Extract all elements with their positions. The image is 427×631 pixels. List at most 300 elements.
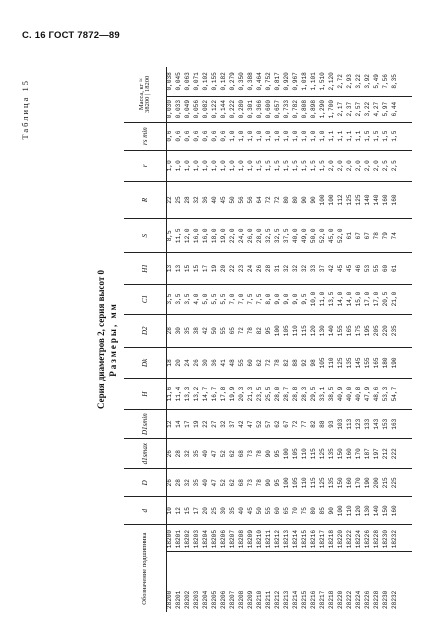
table-cell: 26: [193, 359, 200, 367]
table-cell: 50: [211, 327, 218, 335]
table-cell: 1,0: [256, 130, 263, 142]
table-cell: 18207: [229, 530, 236, 549]
table-cell: 13,5: [328, 291, 335, 307]
table-cell: 4,27: [373, 101, 380, 117]
table-cell: 52,0: [319, 228, 326, 244]
table-cell: 28228: [373, 590, 380, 609]
table-cell: 1,0: [247, 160, 254, 172]
table-cell: 20: [220, 264, 227, 273]
table-cell: 62: [256, 359, 263, 367]
table-cell: 0,222: [229, 100, 236, 119]
table-cell: 0,6: [166, 130, 173, 142]
table-cell: 160: [391, 505, 398, 517]
table-cell: 72: [265, 359, 272, 367]
table-cell: 50,0: [310, 228, 317, 244]
table-cell: 0,350: [238, 72, 245, 91]
table-cell: 0,033: [175, 100, 182, 119]
table-cell: 225: [391, 477, 398, 489]
table-cell: 93: [328, 420, 335, 428]
table-cell: 28,0: [274, 386, 281, 402]
table-cell: 50: [256, 507, 263, 515]
table-cell: 123: [355, 418, 362, 430]
table-cell: 10: [166, 507, 173, 515]
table-cell: 0,366: [256, 100, 263, 119]
table-cell: 90: [265, 450, 272, 458]
table-cell: 18205: [211, 530, 218, 549]
table-cell: 56: [238, 196, 245, 204]
table-cell: 19,0: [220, 228, 227, 244]
table-cell: 160: [346, 448, 353, 460]
table-cell: 0,056: [193, 100, 200, 119]
table-cell: 32,5: [265, 228, 272, 244]
table-cell: 18220: [337, 530, 344, 549]
table-cell: 57: [265, 420, 272, 428]
table-cell: 80: [310, 507, 317, 515]
table-cell: 11,6: [166, 386, 173, 402]
table-cell: 32: [184, 479, 191, 487]
table-cell: 120: [310, 325, 317, 337]
table-cell: 0,733: [283, 100, 290, 119]
table-cell: 2,37: [346, 101, 353, 117]
col-D: D: [124, 469, 167, 497]
table-cell: 17: [202, 264, 209, 273]
table-cell: 105: [319, 357, 326, 369]
table-cell: 0,038: [166, 72, 173, 91]
table-cell: 11,4: [175, 386, 182, 402]
table-cell: 17: [193, 507, 200, 515]
table-cell: 0,782: [292, 100, 299, 119]
table-cell: 9,0: [292, 293, 299, 305]
table-cell: 0,464: [256, 72, 263, 91]
table-cell: 155: [364, 357, 371, 369]
table-cell: 1,0: [310, 130, 317, 142]
col-D2: D2: [124, 314, 167, 347]
table-cell: 0,967: [292, 72, 299, 91]
table-cell: 215: [382, 477, 389, 489]
table-cell: 15: [193, 264, 200, 273]
table-cell: 28217: [319, 590, 326, 609]
table-cell: 1,0: [166, 160, 173, 172]
table-cell: 20: [202, 507, 209, 515]
table-cell: 28: [265, 264, 272, 273]
table-cell: 222: [391, 448, 398, 460]
table-cell: 5,97: [382, 101, 389, 117]
table-cell: 1,0: [220, 160, 227, 172]
table-cell: 0,6: [193, 130, 200, 142]
table-cell: 88: [292, 359, 299, 367]
table-number: Таблица 15: [20, 79, 30, 140]
table-cell: 0,388: [247, 72, 254, 91]
table-cell: 72: [292, 420, 299, 428]
table-cell: 90: [265, 479, 272, 487]
col-d1smax: d1smax: [124, 439, 167, 469]
table-cell: 1,5: [301, 160, 308, 172]
col-mass: Масса, кг ≈ 38200 | 18200: [124, 67, 167, 122]
table-cell: 16,0: [193, 228, 200, 244]
table-cell: 32: [301, 264, 308, 273]
table-cell: 1,5: [382, 130, 389, 142]
table-column-16: [167, 67, 413, 96]
table-cell: 205: [373, 325, 380, 337]
table-cell: 62: [229, 479, 236, 487]
table-cell: 1,700: [328, 100, 335, 119]
table-cell: 9,0: [274, 293, 281, 305]
table-cell: 28208: [238, 590, 245, 609]
table-cell: 18222: [346, 530, 353, 549]
table-cell: 42: [202, 327, 209, 335]
table-cell: 180: [382, 357, 389, 369]
table-cell: 55: [373, 264, 380, 273]
table-cell: 100: [319, 194, 326, 206]
table-cell: 28211: [265, 590, 272, 609]
table-cell: 79: [382, 232, 389, 240]
table-cell: 28,8: [292, 386, 299, 402]
table-cell: 67: [355, 232, 362, 240]
table-cell: 0,920: [283, 72, 290, 91]
table-cell: 37,5: [283, 228, 290, 244]
table-cell: 45: [247, 507, 254, 515]
table-cell: 1,290: [319, 100, 326, 119]
table-cell: 0,6: [202, 130, 209, 142]
table-cell: 52: [220, 450, 227, 458]
table-cell: 28210: [256, 590, 263, 609]
table-cell: 120: [355, 505, 362, 517]
table-cell: 48,6: [373, 386, 380, 402]
table-cell: 45: [337, 264, 344, 273]
table-cell: 68: [238, 450, 245, 458]
table-cell: 0,6: [211, 130, 218, 142]
table-cell: 21,0: [391, 291, 398, 307]
table-cell: 1,0: [283, 130, 290, 142]
table-cell: 28206: [220, 590, 227, 609]
table-cell: 26,0: [247, 228, 254, 244]
table-cell: 78: [256, 450, 263, 458]
table-cell: 8,0: [265, 293, 272, 305]
table-cell: 32: [283, 264, 290, 273]
table-cell: 18213: [283, 530, 290, 549]
table-cell: 1,0: [193, 160, 200, 172]
table-cell: 17,0: [364, 291, 371, 307]
table-cell: 105: [292, 448, 299, 460]
table-cell: 110: [292, 325, 299, 337]
table-cell: 55: [220, 327, 227, 335]
table-cell: 35: [229, 507, 236, 515]
table-cell: 115: [310, 448, 317, 460]
table-cell: 28,3: [301, 386, 308, 402]
table-cell: 1,018: [301, 72, 308, 91]
col-Dk: Dk: [124, 347, 167, 378]
table-cell: 18202: [184, 530, 191, 549]
table-cell: 61: [391, 264, 398, 273]
table-cell: 18209: [247, 530, 254, 549]
table-cell: 1,101: [310, 72, 317, 91]
col-d: d: [124, 497, 167, 525]
table-cell: 150: [337, 448, 344, 460]
mass-sub-a: 38200: [144, 96, 151, 113]
table-column-13: [167, 150, 413, 181]
table-cell: 2,5: [382, 160, 389, 172]
table-cell: 73: [247, 479, 254, 487]
table-cell: 0,752: [265, 72, 272, 91]
table-cell: 110: [301, 448, 308, 460]
table-cell: 160: [382, 194, 389, 206]
table-cell: 5,49: [373, 74, 380, 89]
table-cell: 0,063: [184, 72, 191, 91]
table-cell: 1,0: [175, 160, 182, 172]
table-cell: 90: [301, 196, 308, 204]
table-cell: 18218: [328, 530, 335, 549]
table-cell: 1,0: [229, 160, 236, 172]
table-cell: 18214: [292, 530, 299, 549]
table-cell: 28213: [283, 590, 290, 609]
table-column-4: [167, 439, 413, 469]
table-cell: 37: [319, 264, 326, 273]
table-cell: 17,0: [373, 291, 380, 307]
table-cell: 31: [274, 264, 281, 273]
table-cell: 67: [364, 232, 371, 240]
table-column-7: [167, 347, 413, 378]
table-cell: 92: [301, 359, 308, 367]
table-cell: 21,3: [247, 386, 254, 402]
table-cell: 105: [292, 477, 299, 489]
table-cell: 150: [337, 477, 344, 489]
table-cell: 3,22: [355, 74, 362, 89]
table-cell: 22: [166, 196, 173, 204]
table-cell: 2,0: [364, 160, 371, 172]
table-cell: 65: [229, 327, 236, 335]
table-cell: 12,0: [184, 228, 191, 244]
table-cell: 47: [211, 450, 218, 458]
table-cell: 0,155: [211, 72, 218, 91]
table-cell: 0,122: [211, 100, 218, 119]
table-cell: 10,0: [310, 291, 317, 307]
table-column-2: [167, 497, 413, 525]
table-cell: 14: [175, 420, 182, 428]
table-cell: 28200: [166, 590, 173, 609]
table-cell: 18206: [220, 530, 227, 549]
table-cell: 80: [283, 196, 290, 204]
table-cell: 25,5: [265, 386, 272, 402]
table-cell: 60: [274, 507, 281, 515]
table-cell: 32,5: [274, 228, 281, 244]
table-cell: 0,6: [184, 130, 191, 142]
table-cell: 28230: [382, 590, 389, 609]
table-cell: 2,0: [373, 160, 380, 172]
dimensions-table: [124, 67, 412, 612]
table-cell: 15: [184, 507, 191, 515]
col-r: r: [124, 150, 167, 181]
table-column-14: [167, 122, 413, 150]
table-cell: 0,898: [310, 100, 317, 119]
table-cell: 0,657: [274, 100, 281, 119]
table-cell: 0,279: [229, 72, 236, 91]
table-cell: 165: [373, 357, 380, 369]
table-cell: 28214: [292, 590, 299, 609]
table-cell: 2,0: [337, 160, 344, 172]
table-cell: 13: [166, 264, 173, 273]
table-column-8: [167, 314, 413, 347]
table-column-9: [167, 284, 413, 314]
table-column-10: [167, 253, 413, 284]
table-column-11: [167, 219, 413, 253]
table-cell: 72: [274, 196, 281, 204]
table-cell: 98: [310, 359, 317, 367]
table-cell: 18216: [310, 530, 317, 549]
table-cell: 41: [220, 359, 227, 367]
table-cell: 18210: [256, 530, 263, 549]
table-cell: 1,5: [373, 130, 380, 142]
table-cell: 1,5: [391, 130, 398, 142]
table-cell: 78: [373, 232, 380, 240]
table-cell: 140: [373, 194, 380, 206]
col-rsmin: rs min: [124, 122, 167, 150]
table-cell: 28205: [211, 590, 218, 609]
table-cell: 190: [391, 357, 398, 369]
table-cell: 5,5: [220, 293, 227, 305]
table-cell: 110: [346, 505, 353, 517]
table-subtitle: Размеры, мм: [108, 302, 118, 377]
table-cell: 0,082: [202, 100, 209, 119]
table-cell: 15,0: [355, 291, 362, 307]
table-cell: 28: [175, 479, 182, 487]
table-cell: 113: [346, 418, 353, 430]
table-cell: 62: [229, 450, 236, 458]
table-cell: 163: [391, 418, 398, 430]
table-cell: 1,5: [256, 160, 263, 172]
table-cell: 28232: [391, 590, 398, 609]
table-cell: 3,5: [166, 293, 173, 305]
table-cell: 78: [247, 327, 254, 335]
table-cell: 32: [220, 420, 227, 428]
table-cell: 68: [238, 479, 245, 487]
table-cell: 0,301: [247, 100, 254, 119]
table-cell: 7,56: [382, 74, 389, 89]
table-cell: 28222: [346, 590, 353, 609]
table-cell: 32: [292, 264, 299, 273]
table-cell: 2,0: [346, 160, 353, 172]
table-cell: 125: [355, 194, 362, 206]
table-cell: 103: [337, 418, 344, 430]
table-cell: 1,510: [319, 72, 326, 91]
table-cell: 35: [184, 327, 191, 335]
table-cell: 78: [256, 479, 263, 487]
table-cell: 25: [175, 196, 182, 204]
table-cell: 2,0: [355, 160, 362, 172]
table-cell: 220: [382, 325, 389, 337]
table-cell: 17: [184, 420, 191, 428]
table-cell: 1,0: [238, 160, 245, 172]
table-cell: 18203: [193, 530, 200, 549]
table-cell: 90: [328, 507, 335, 515]
table-cell: 74: [391, 232, 398, 240]
table-cell: 115: [310, 477, 317, 489]
table-column-3: [167, 469, 413, 497]
table-cell: 32: [193, 196, 200, 204]
table-cell: 28: [166, 327, 173, 335]
table-cell: 11,0: [319, 291, 326, 307]
table-cell: 12: [166, 420, 173, 428]
table-cell: 35: [193, 450, 200, 458]
table-cell: 14,0: [337, 291, 344, 307]
table-cell: 20,5: [382, 291, 389, 307]
table-cell: 23,5: [256, 386, 263, 402]
table-cell: 1,1: [346, 130, 353, 142]
table-cell: 19: [193, 420, 200, 428]
table-cell: 0,182: [220, 72, 227, 91]
table-cell: 190: [364, 477, 371, 489]
table-cell: 1,0: [265, 130, 272, 142]
table-cell: 100: [328, 194, 335, 206]
table-cell: 47: [247, 420, 254, 428]
table-cell: 170: [355, 477, 362, 489]
table-cell: 19,9: [229, 386, 236, 402]
table-cell: 29,5: [310, 386, 317, 402]
table-cell: 18208: [238, 530, 245, 549]
table-cell: 0,817: [274, 72, 281, 91]
table-cell: 18201: [175, 530, 182, 549]
table-cell: 28: [175, 450, 182, 458]
table-cell: 2,93: [346, 74, 353, 89]
table-cell: 18,0: [211, 228, 218, 244]
table-cell: 64: [256, 196, 263, 204]
table-cell: 73: [247, 450, 254, 458]
table-cell: 140: [373, 505, 380, 517]
table-cell: 13,2: [193, 386, 200, 402]
table-cell: 0,045: [175, 72, 182, 91]
table-cell: 19: [211, 264, 218, 273]
table-cell: 135: [328, 477, 335, 489]
table-cell: 47: [211, 479, 218, 487]
table-cell: 40: [202, 450, 209, 458]
table-cell: 9,0: [283, 293, 290, 305]
table-cell: 1,1: [328, 130, 335, 142]
col-D1smin: D1smin: [124, 410, 167, 439]
table-cell: 28226: [364, 590, 371, 609]
table-cell: 1,0: [229, 130, 236, 142]
table-cell: 3,5: [184, 293, 191, 305]
table-cell: 1,0: [292, 130, 299, 142]
table-cell: 22: [229, 264, 236, 273]
table-cell: 0,6: [175, 130, 182, 142]
table-cell: 12: [175, 507, 182, 515]
table-cell: 8,35: [391, 74, 398, 89]
table-column-6: [167, 378, 413, 409]
table-cell: 90: [310, 196, 317, 204]
col-S: S: [124, 219, 167, 253]
table-cell: 105: [283, 325, 290, 337]
table-cell: 100: [337, 505, 344, 517]
table-cell: 1,1: [337, 130, 344, 142]
table-cell: 160: [391, 194, 398, 206]
table-cell: 100: [283, 448, 290, 460]
table-cell: 7,0: [229, 293, 236, 305]
table-cell: 28202: [184, 590, 191, 609]
table-cell: 28220: [337, 590, 344, 609]
table-cell: 1,0: [211, 160, 218, 172]
table-cell: 135: [346, 357, 353, 369]
table-cell: 77: [301, 420, 308, 428]
table-cell: 30: [175, 327, 182, 335]
table-cell: 125: [346, 194, 353, 206]
table-cell: 38: [193, 327, 200, 335]
table-cell: 52: [256, 420, 263, 428]
table-body: [167, 67, 413, 612]
table-cell: 5,5: [211, 293, 218, 305]
rotated-table-block: [14, 67, 412, 612]
table-cell: 46: [355, 264, 362, 273]
table-cell: 20,3: [238, 386, 245, 402]
table-cell: 40,9: [337, 386, 344, 402]
